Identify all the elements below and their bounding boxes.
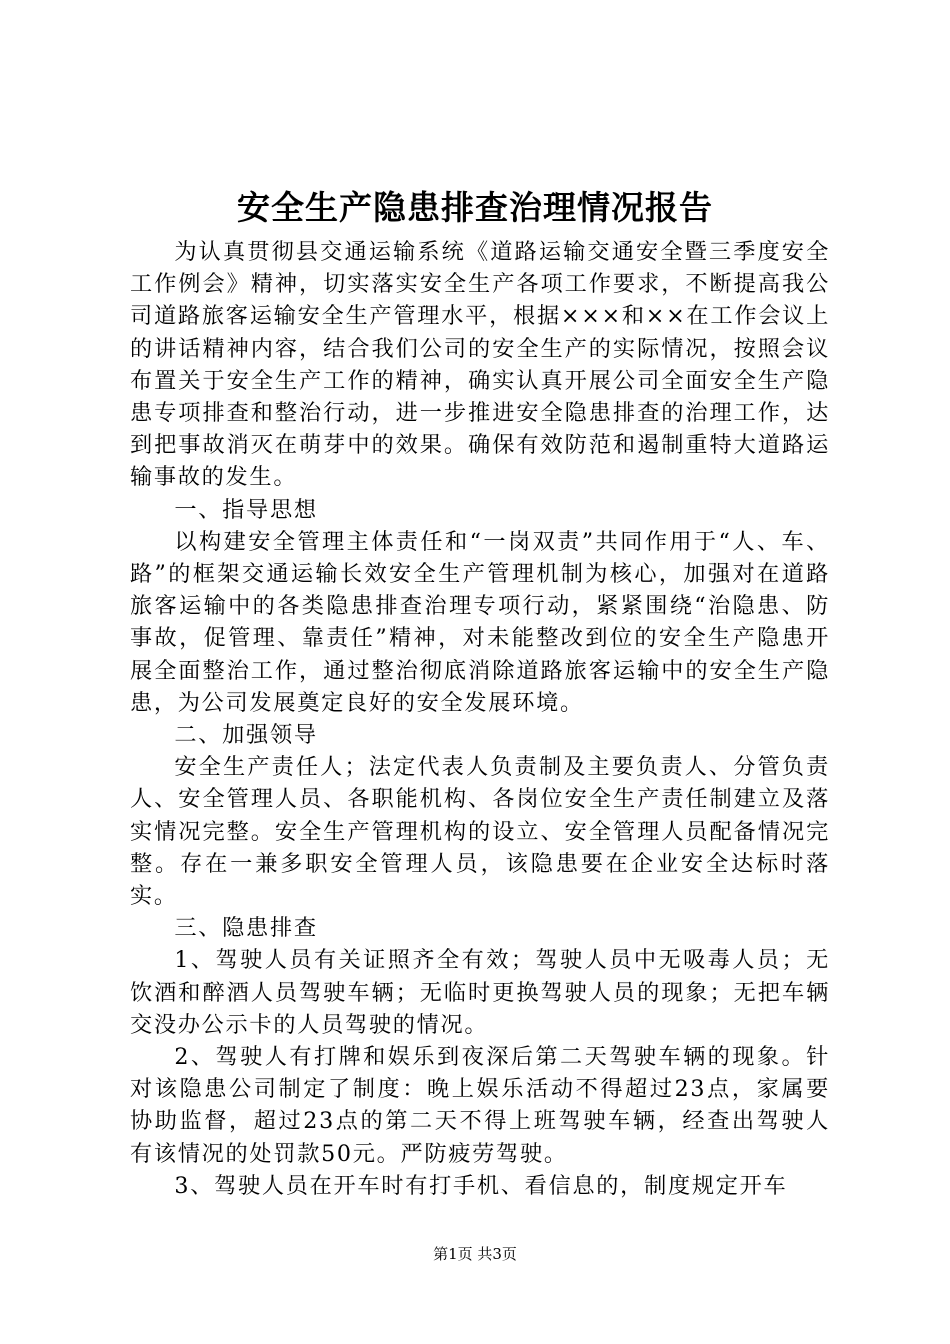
hazard-item-1: 1、驾驶人员有关证照齐全有效；驾驶人员中无吸毒人员；无饮酒和醉酒人员驾驶车辆；无临时更换驾驶人员的现象；无把车辆交没办公示卡的人员驾驶的情况。: [130, 947, 830, 1038]
section-heading-guiding-ideology: 一、指导思想: [174, 496, 318, 523]
guiding-ideology-paragraph: 以构建安全管理主体责任和“一岗双责”共同作用于“人、车、路”的框架交通运输长效安全生产管理机制为核心，加强对在道路旅客运输中的各类隐患排查治理专项行动，紧紧围绕“治隐患、防事故，促管理、靠责任”精神，对未能整改到位的安全生产隐患开展全面整治工作，通过整治彻底消除道路旅客运输中的安全生产隐患，为公司发展奠定良好的安全发展环境。: [130, 528, 830, 716]
intro-paragraph: 为认真贯彻县交通运输系统《道路运输交通安全暨三季度安全工作例会》精神，切实落实安全生产各项工作要求，不断提高我公司道路旅客运输安全生产管理水平，根据×××和××在工作会议上的讲话精神内容，结合我们公司的安全生产的实际情况，按照会议布置关于安全生产工作的精神，确实认真开展公司全面安全生产隐患专项排查和整治行动，进一步推进安全隐患排查的治理工作，达到把事故消灭在萌芽中的效果。确保有效防范和遏制重特大道路运输事故的发生。: [130, 239, 830, 491]
leadership-paragraph: 安全生产责任人；法定代表人负责制及主要负责人、分管负责人、安全管理人员、各职能机构、各岗位安全生产责任制建立及落实情况完整。安全生产管理机构的设立、安全管理人员配备情况完整。存在一兼多职安全管理人员，该隐患要在企业安全达标时落实。: [130, 754, 830, 910]
document-title: 安全生产隐患排查治理情况报告: [237, 188, 713, 227]
document-body: [130, 236, 830, 1202]
section-heading-hazard-inspection: 三、隐患排查: [174, 915, 318, 942]
hazard-item-2: 2、驾驶人有打牌和娱乐到夜深后第二天驾驶车辆的现象。针对该隐患公司制定了制度：晚上娱乐活动不得超过23点，家属要协助监督，超过23点的第二天不得上班驾驶车辆，经查出驾驶人有该情况的处罚款50元。严防疲劳驾驶。: [130, 1044, 830, 1167]
page-number-footer: 第1页 共3页: [433, 1245, 517, 1263]
section-heading-leadership: 二、加强领导: [174, 722, 318, 749]
hazard-item-3: 3、驾驶人员在开车时有打手机、看信息的，制度规定开车: [174, 1172, 788, 1199]
